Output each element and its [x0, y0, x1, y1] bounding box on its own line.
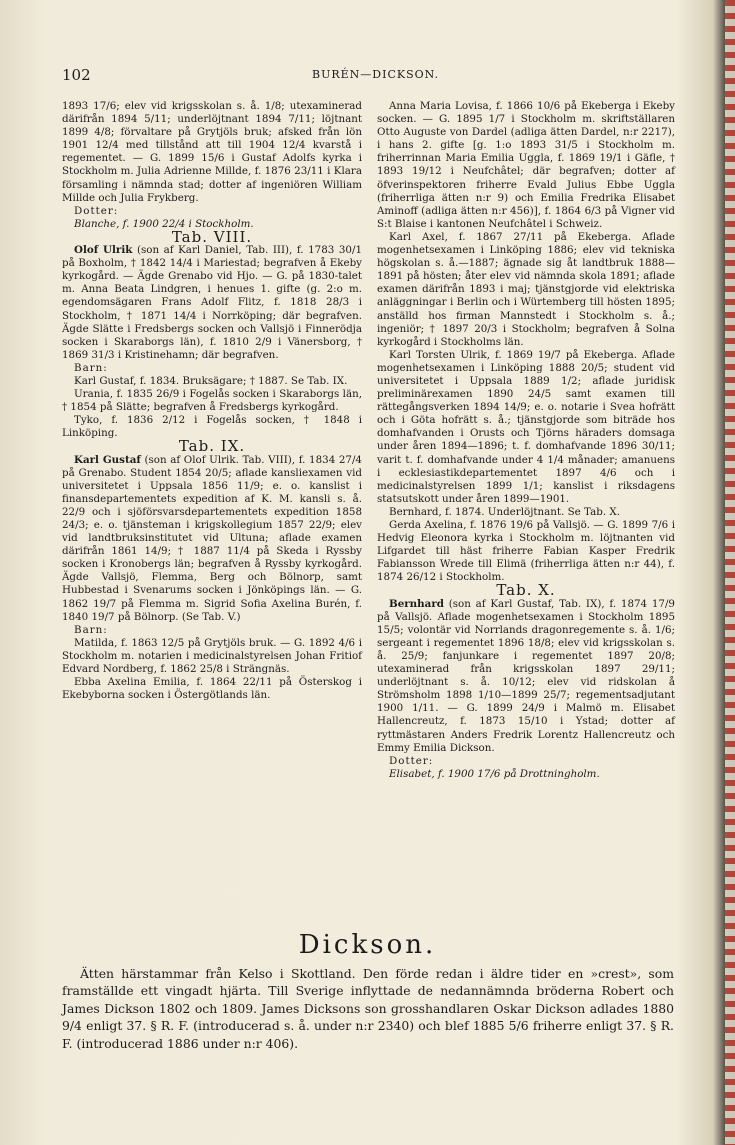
dotter-label-right: Dotter:	[389, 754, 434, 767]
tab9-child-1: Matilda, f. 1863 12/5 på Grytjöls bruk. — G. 1892 4/6 i Stockholm m. notarien i medicinalstyrelsen Johan Fritiof Edvard Nordberg, f. 1862 25/8 i Strängnäs.	[62, 636, 362, 676]
dotter-entry-left: Blanche, f. 1900 22/4 i Stockholm.	[74, 217, 254, 230]
tab9-text: (son af Olof Ulrik. Tab. VIII), f. 1834 27/4 på Grenabo. Student 1854 20/5; aflade kansliexamen vid universitetet i Uppsala 1856 11/9; e. o. kanslist i finansdepartementets expedition af K. M. kansli s. å. 22/9 och i sjöförsvarsdepartementets expedition 1858 24/3; e. o. tjänsteman i krigskollegium 1857 22/9; elev vid landtbruksinstitutet vid Ultuna; aflade examen därifrån 1861 14/9; † 1887 11/4 på Skeda i Ryssby socken i Kronobergs län; begrafven å Ryssby kyrkogård. Ägde Vallsjö, Flemma, Berg och Bölnorp, samt Hubbestad i Svenarums socken i Jönköpings län. — G. 1862 19/7 på Flemma m. Sigrid Sofia Axelina Burén, f. 1840 19/7 på Bölnorp. (Se Tab. V.)	[62, 453, 362, 623]
tab8-child-2: Urania, f. 1835 26/9 i Fogelås socken i Skaraborgs län, † 1854 på Slätte; begrafven å Fredsbergs kyrkogård.	[62, 388, 362, 414]
dotter-entry-right: Elisabet, f. 1900 17/6 på Drottningholm.	[389, 767, 600, 780]
tab9-heading: Tab. IX.	[178, 437, 246, 456]
tab8-name: Olof Ulrik	[74, 244, 133, 257]
tab8-child-1: Karl Gustaf, f. 1834. Bruksägare; † 1887. Se Tab. IX.	[74, 374, 348, 387]
page-number: 102	[62, 66, 91, 84]
tab8-text: (son af Karl Daniel, Tab. III), f. 1783 30/1 på Boxholm, † 1842 14/4 i Mariestad; begrafven å Ekeby kyrkogård. — Ägde Grenabo vid Hjo. — G. på 1830-talet m. Anna Beata Lindgren, i henues 1. gifte (g. 2:o m. egendomsägaren Frans Adolf Flitz, f. 1818 28/3 i Stockholm, † 1871 14/4 i Norrköping; där begrafven. Ägde Slätte i Fredsbergs socken och Vallsjö i Finnerödja socken i Skaraborgs län), f. 1810 2/9 i Vänersborg, † 1869 31/3 i Kristinehamn; där begrafven.	[62, 244, 362, 361]
tab10-name: Bernhard	[389, 597, 444, 610]
binding-edge	[725, 0, 735, 1145]
tab8-child-3: Tyko, f. 1836 2/12 i Fogelås socken, † 1848 i Linköping.	[62, 414, 362, 440]
barn-label-1: Barn:	[74, 361, 108, 374]
tab9-entry	[62, 454, 362, 624]
dotter-label-left: Dotter:	[74, 204, 119, 217]
tab8-entry	[62, 244, 362, 362]
left-column	[62, 100, 362, 702]
tab8-heading: Tab. VIII.	[171, 227, 253, 246]
dickson-body	[62, 965, 674, 1052]
right-paragraph-3: Karl Torsten Ulrik, f. 1869 19/7 på Ekeberga. Aflade mogenhetsexamen i Linköping 1888 20/5; student vid universitetet i Uppsala 1889 1/2; aflade juridisk preliminärexamen 1890 24/5 samt examen till rättegångsverken 1894 14/9; e. o. notarie i Svea hofrätt och i Göta hofrätt s. å.; tjänstgjorde som biträde hos domhafvanden i Orusts och Tjörns häraders domsaga under åren 1894—1896; t. f. domhafvande 1896 30/11; varit t. f. domhafvande under 4 1/4 månader; amanuens i ecklesiastikdepartementet 1897 4/6 och i medicinalstyrelsen 1899 1/1; kanslist i riksdagens statsutskott under åren 1899—1901.	[377, 348, 675, 505]
tab10-entry	[377, 598, 675, 755]
right-column	[377, 100, 675, 781]
tab10-text: (son af Karl Gustaf, Tab. IX), f. 1874 17/9 på Vallsjö. Aflade mogenhetsexamen i Stockholm 1895 15/5; volontär vid Norrlands dragonregemente s. å. 1/6; sergeant i regementet 1896 18/8; elev vid krigsskolan s. å. 25/9; fanjunkare i regementet 1897 20/8; utexaminerad från krigsskolan 1897 29/11; underlöjtnant s. å. 10/12; elev vid ridskolan å Strömsholm 1898 1/10—1899 25/7; regementsadjutant 1900 1/11. — G. 1899 24/9 i Malmö m. Elisabet Hallencreutz, f. 1873 15/10 i Ystad; dotter af ryttmästaren Anders Fredrik Lorentz Hallencreutz och Emmy Emilia Dickson.	[377, 597, 675, 754]
tab10-heading: Tab. X.	[496, 581, 556, 600]
right-paragraph-2: Karl Axel, f. 1867 27/11 på Ekeberga. Aflade mogenhetsexamen i Linköping 1886; elev vid tekniska högskolan s. å.—1887; ägnade sig åt landtbruk 1888—1891 på hösten; åter elev vid nämnda skola 1891; aflade examen därifrån 1893 i maj; tjänstgjorde vid elektriska anläggningar i Berlin och i Würtemberg till hösten 1895; anställd hos firman Mannstedt i Stockholm s. å.; ingeniör; † 1897 20/3 i Stockholm; begrafven å Solna kyrkogård i Stockholms län.	[377, 230, 675, 348]
left-paragraph-1: 1893 17/6; elev vid krigsskolan s. å. 1/8; utexaminerad därifrån 1894 5/11; underlöjtnant 1894 7/11; löjtnant 1899 4/8; förvaltare på Grytjöls bruk; afsked från lön 1901 12/4 med tillstånd att till 1904 12/4 kvarstå i regementet. — G. 1899 15/6 i Gustaf Adolfs kyrka i Stockholm m. Julia Adrienne Millde, f. 1876 23/11 i Klara församling i nämnda stad; dotter af ingeniören William Millde och Julia Frykberg.	[62, 100, 362, 204]
dickson-paragraph: Ätten härstammar från Kelso i Skottland. Den förde redan i äldre tider en »crest», som framställde ett vingadt hjärta. Till Sverige inflyttade de nedannämnda bröderna Robert och James Dickson 1802 och 1809. James Dicksons son grosshandlaren Oskar Dickson adlades 1880 9/4 enligt 37. § R. F. (introducerad s. å. under n:r 2340) och blef 1885 5/6 friherre enligt 37. § R. F. (introducerad 1886 under n:r 406).	[62, 966, 674, 1051]
dickson-section-title: Dickson.	[298, 930, 437, 960]
tab9-name: Karl Gustaf	[74, 453, 141, 466]
tab9-child-2: Ebba Axelina Emilia, f. 1864 22/11 på Österskog i Ekebyborna socken i Östergötlands län.	[62, 676, 362, 702]
right-paragraph-1: Anna Maria Lovisa, f. 1866 10/6 på Ekeberga i Ekeby socken. — G. 1895 1/7 i Stockholm m. skriftställaren Otto Auguste von Dardel (adliga ätten Dardel, n:r 2217), i hans 2. gifte [g. 1:o 1893 31/5 i Stockholm m. friherrinnan Maria Emilia Uggla, f. 1869 19/1 i Gäfle, † 1893 19/12 i Neufchâtel; där begrafven; dotter af öfverinspektoren friherre Evald Julius Ebbe Uggla (friherrliga ätten n:r 9) och Emilia Fredrika Elisabet Aminoff (adliga ätten n:r 456)], f. 1864 6/3 på Vigner vid S:t Blaise i kantonen Neufchâtel i Schweiz.	[377, 100, 675, 230]
page-header	[62, 66, 662, 88]
right-paragraph-5: Gerda Axelina, f. 1876 19/6 på Vallsjö. — G. 1899 7/6 i Hedvig Eleonora kyrka i Stockholm m. löjtnanten vid Lifgardet till häst friherre Fabian Kasper Fredrik Fabiansson Wrede till Elimä (friherrliga ätten n:r 44), f. 1874 26/12 i Stockholm.	[377, 519, 675, 584]
right-paragraph-4: Bernhard, f. 1874. Underlöjtnant. Se Tab. X.	[389, 505, 620, 518]
barn-label-2: Barn:	[74, 623, 108, 636]
running-title: BURÉN—DICKSON.	[312, 68, 440, 81]
